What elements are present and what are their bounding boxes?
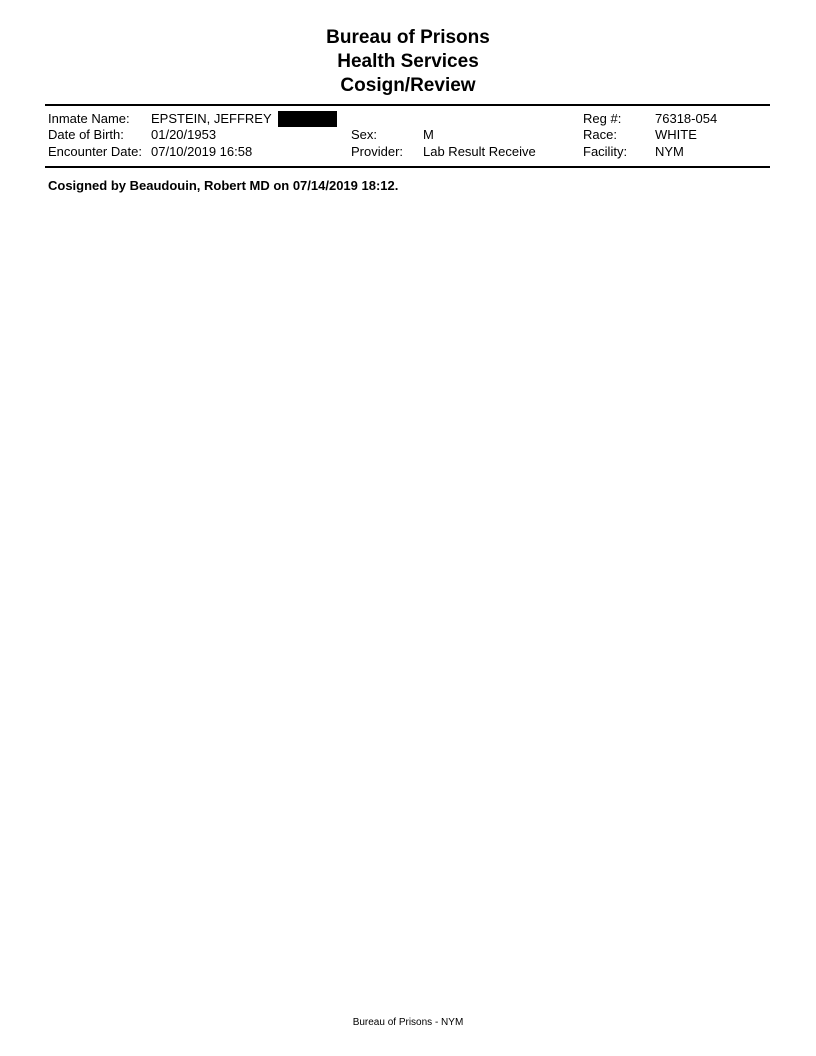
sex-label: Sex: bbox=[351, 127, 378, 142]
header-bottom-rule bbox=[45, 166, 770, 168]
agency-title: Bureau of Prisons bbox=[326, 27, 490, 48]
sex-value: M bbox=[423, 127, 434, 142]
cosign-statement: Cosigned by Beaudouin, Robert MD on 07/14/2019 18:12. bbox=[48, 178, 399, 193]
redaction-block bbox=[278, 111, 337, 127]
document-type-title: Cosign/Review bbox=[340, 75, 476, 96]
encounter-date-label: Encounter Date: bbox=[48, 144, 142, 159]
dob-value: 01/20/1953 bbox=[151, 127, 217, 142]
facility-label: Facility: bbox=[583, 144, 628, 159]
provider-label: Provider: bbox=[351, 144, 404, 159]
reg-number-value: 76318-054 bbox=[655, 111, 718, 126]
facility-value: NYM bbox=[655, 144, 684, 159]
page-footer: Bureau of Prisons - NYM bbox=[352, 1017, 464, 1028]
header-top-rule bbox=[45, 104, 770, 106]
document-header bbox=[0, 26, 816, 98]
inmate-name-label: Inmate Name: bbox=[48, 111, 130, 126]
race-value: WHITE bbox=[655, 127, 697, 142]
race-label: Race: bbox=[583, 127, 617, 142]
department-title: Health Services bbox=[337, 51, 479, 72]
provider-value: Lab Result Receive bbox=[423, 144, 536, 159]
dob-label: Date of Birth: bbox=[48, 127, 124, 142]
inmate-name-value: EPSTEIN, JEFFREY bbox=[151, 111, 272, 126]
encounter-date-value: 07/10/2019 16:58 bbox=[151, 144, 253, 159]
reg-number-label: Reg #: bbox=[583, 111, 622, 126]
